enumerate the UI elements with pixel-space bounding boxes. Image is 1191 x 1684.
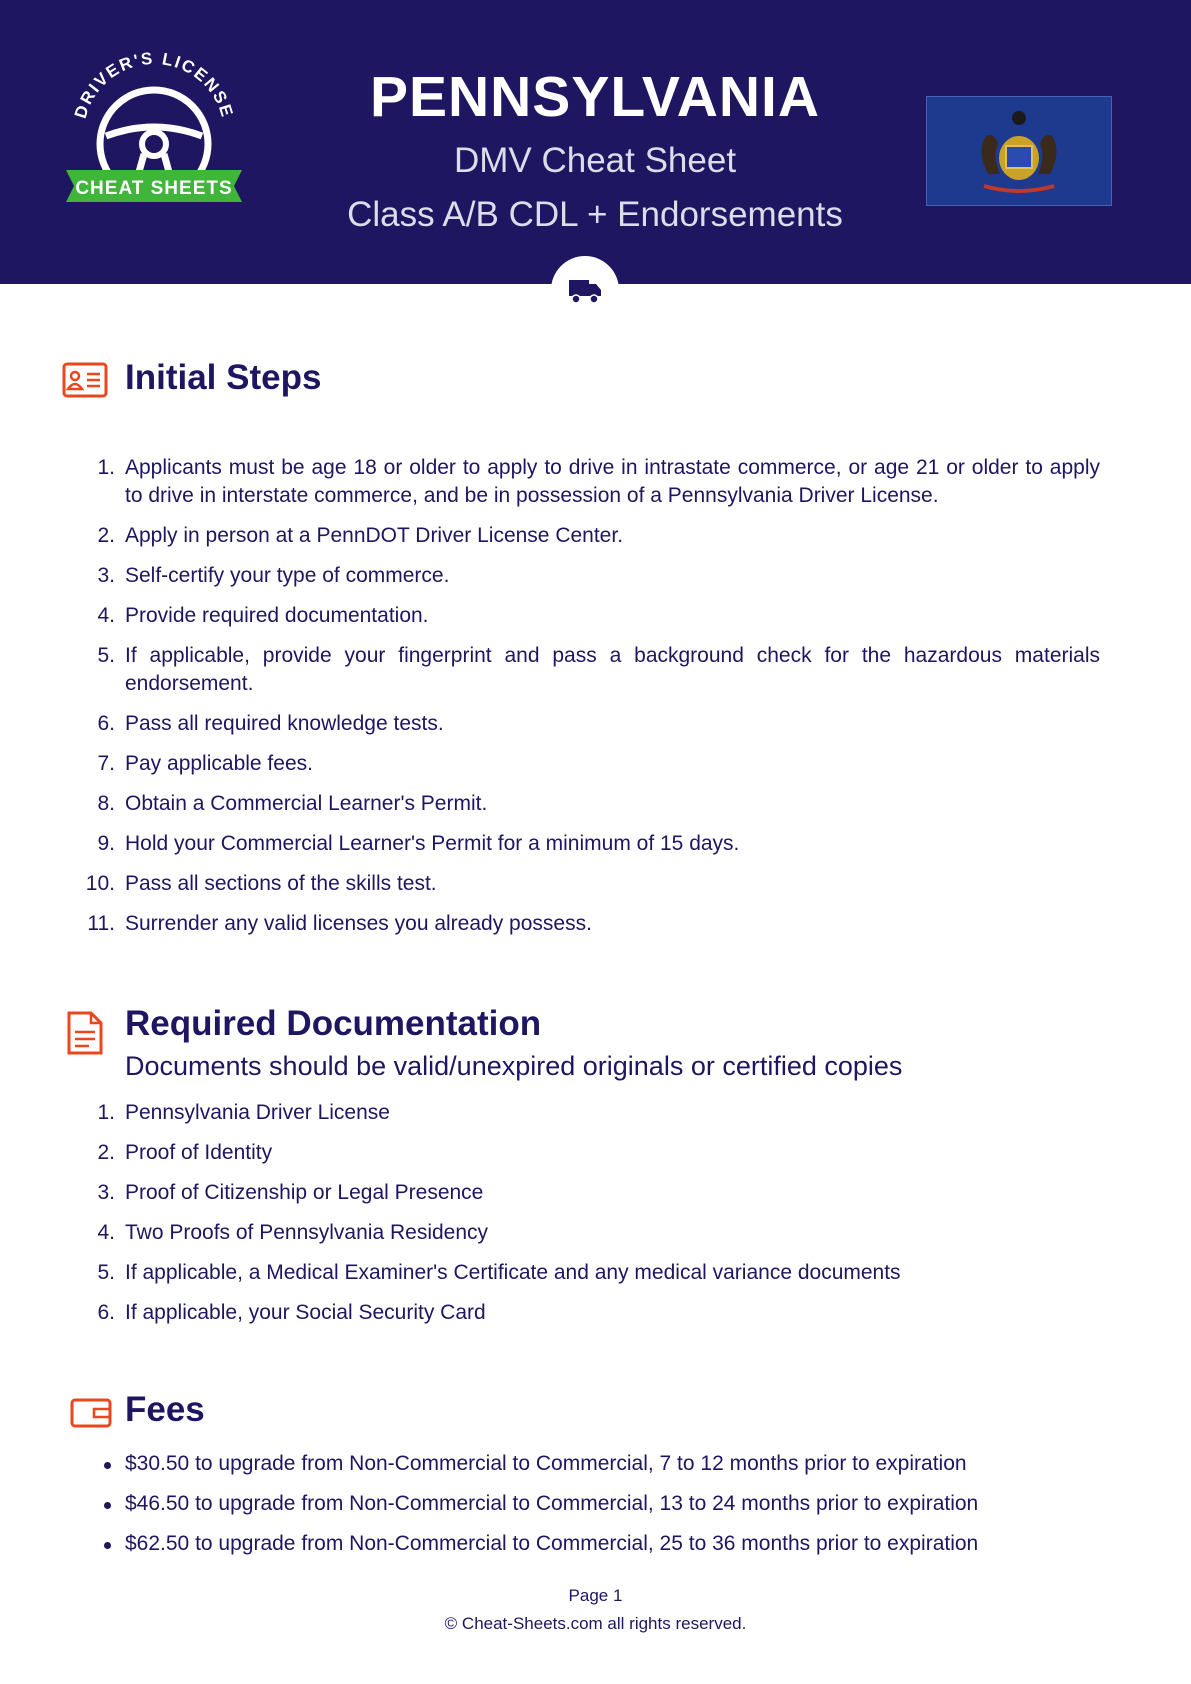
list-item	[0, 1219, 1100, 1247]
list-number: 4.	[97, 1221, 115, 1244]
required-documentation-subtitle: Documents should be valid/unexpired originals or certified copies	[125, 1051, 903, 1081]
cheat-sheets-logo	[64, 52, 244, 212]
list-item-text: Two Proofs of Pennsylvania Residency	[125, 1221, 489, 1244]
list-number: 3.	[97, 564, 115, 587]
bullet-icon	[104, 1542, 111, 1549]
list-number: 3.	[97, 1181, 115, 1204]
header-subtitle-class: Class A/B CDL + Endorsements	[347, 195, 843, 234]
id-card-icon	[62, 362, 108, 398]
list-item-text: Pass all sections of the skills test.	[125, 872, 437, 895]
list-number: 2.	[97, 524, 115, 547]
list-item	[0, 1299, 1100, 1327]
list-item	[0, 750, 1100, 778]
list-item-text: Self-certify your type of commerce.	[125, 564, 450, 587]
state-title: PENNSYLVANIA	[369, 65, 821, 129]
list-number: 1.	[97, 1101, 115, 1124]
list-item-text: Obtain a Commercial Learner's Permit.	[125, 792, 488, 815]
list-item	[0, 454, 1100, 510]
list-item	[0, 1259, 1100, 1287]
initial-steps-list	[0, 454, 1100, 950]
initial-steps-title: Initial Steps	[125, 358, 322, 397]
list-item	[0, 1530, 1100, 1558]
svg-text:DRIVER'S LICENSE: DRIVER'S LICENSE	[70, 52, 238, 121]
document-icon	[66, 1010, 104, 1056]
list-item	[0, 1450, 1100, 1478]
list-item	[0, 1139, 1100, 1167]
list-number: 8.	[97, 792, 115, 815]
wallet-icon	[70, 1398, 112, 1428]
list-item	[0, 1099, 1100, 1127]
list-item	[0, 790, 1100, 818]
bullet-icon	[104, 1502, 111, 1509]
list-item-text: $30.50 to upgrade from Non-Commercial to Commercial, 7 to 12 months prior to expiration	[125, 1452, 967, 1475]
list-number: 4.	[97, 604, 115, 627]
list-number: 11.	[87, 912, 115, 935]
list-item-text: Apply in person at a PennDOT Driver License Center.	[125, 524, 624, 547]
list-number: 2.	[97, 1141, 115, 1164]
list-item	[0, 642, 1100, 698]
list-item-text: Pass all required knowledge tests.	[125, 712, 444, 735]
list-number: 6.	[97, 1301, 115, 1324]
list-item-text: Surrender any valid licenses you already possess.	[125, 912, 592, 935]
svg-text:CHEAT SHEETS: CHEAT SHEETS	[75, 178, 233, 199]
header-banner	[0, 0, 1191, 284]
list-item	[0, 870, 1100, 898]
list-item-text: Applicants must be age 18 or older to apply to drive in intrastate commerce, or age 21 or older to apply to drive in interstate commerce, and be in possession of a Pennsylvania Driver License.	[125, 456, 1100, 507]
list-number: 10.	[85, 872, 115, 895]
list-number: 7.	[97, 752, 115, 775]
list-item-text: Pennsylvania Driver License	[125, 1101, 390, 1124]
list-number: 6.	[97, 712, 115, 735]
list-number: 9.	[97, 832, 115, 855]
list-item	[0, 710, 1100, 738]
list-item-text: Proof of Identity	[125, 1141, 273, 1164]
fees-title: Fees	[125, 1390, 205, 1429]
pennsylvania-flag-icon	[926, 96, 1112, 206]
list-item-text: Proof of Citizenship or Legal Presence	[125, 1181, 484, 1204]
page-number: Page 1	[568, 1586, 623, 1605]
list-item	[0, 562, 1100, 590]
fees-list	[0, 1450, 1100, 1570]
list-number: 1.	[97, 456, 115, 479]
header-titles	[245, 62, 945, 238]
required-documentation-title: Required Documentation	[125, 1004, 542, 1043]
required-documentation-list	[0, 1099, 1100, 1339]
list-item-text: Hold your Commercial Learner's Permit for a minimum of 15 days.	[125, 832, 740, 855]
list-item-text: If applicable, a Medical Examiner's Certificate and any medical variance documents	[125, 1261, 901, 1284]
list-number: 5.	[97, 644, 115, 667]
list-item	[0, 1490, 1100, 1518]
truck-badge	[551, 256, 619, 324]
header-subtitle: DMV Cheat Sheet	[453, 141, 737, 180]
list-number: 5.	[97, 1261, 115, 1284]
list-item	[0, 910, 1100, 938]
list-item-text: If applicable, provide your fingerprint and pass a background check for the hazardous materials endorsement.	[125, 644, 1100, 695]
list-item	[0, 602, 1100, 630]
list-item	[0, 522, 1100, 550]
truck-icon	[567, 272, 603, 308]
bullet-icon	[104, 1462, 111, 1469]
list-item-text: If applicable, your Social Security Card	[125, 1301, 486, 1324]
list-item	[0, 1179, 1100, 1207]
list-item-text: Provide required documentation.	[125, 604, 429, 627]
list-item-text: $46.50 to upgrade from Non-Commercial to Commercial, 13 to 24 months prior to expiration	[125, 1492, 979, 1515]
list-item-text: Pay applicable fees.	[125, 752, 313, 775]
list-item-text: $62.50 to upgrade from Non-Commercial to Commercial, 25 to 36 months prior to expiration	[125, 1532, 979, 1555]
list-item	[0, 830, 1100, 858]
copyright: © Cheat-Sheets.com all rights reserved.	[444, 1614, 747, 1633]
